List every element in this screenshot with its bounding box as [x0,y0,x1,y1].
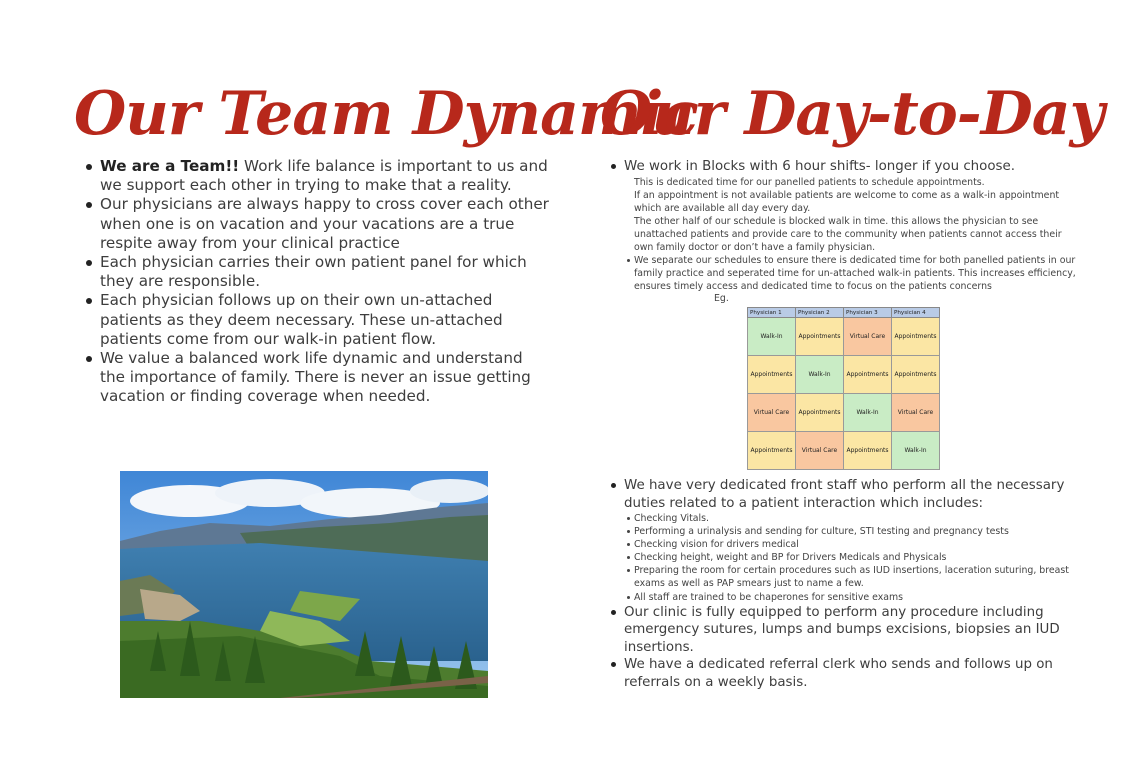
staff-intro: We have very dedicated front staff who perform all the necessary duties related to a patient interaction which includes: [624,477,1080,512]
schedule-cell: Walk-In [796,356,844,394]
schedule-cell: Walk-In [892,432,940,470]
schedule-cell: Appointments [796,394,844,432]
schedule-cell: Appointments [892,318,940,356]
separate-schedules-list [624,254,1080,293]
referral-item: We have a dedicated referral clerk who sends and follows up on referrals on a weekly basis. [624,656,1080,691]
schedule-cell: Virtual Care [748,394,796,432]
schedule-cell: Virtual Care [892,394,940,432]
schedule-cell: Virtual Care [796,432,844,470]
staff-section [624,477,1080,691]
schedule-header: Physician 4 [892,308,940,318]
procedures-item: Our clinic is fully equipped to perform any procedure including emergency sutures, lumps and bumps excisions, biopsies an IUD insertions. [624,604,1080,657]
team-item: We value a balanced work life dynamic and understand the importance of family. There is never an issue getting vacation or finding coverage when needed. [100,349,552,407]
schedule-cell: Appointments [844,356,892,394]
schedule-cell: Appointments [748,432,796,470]
schedule-cell: Appointments [892,356,940,394]
lake-landscape-photo [120,471,488,698]
staff-duty-item: All staff are trained to be chaperones for sensitive exams [634,591,1080,604]
staff-duties-list [624,512,1080,604]
blocks-section [624,158,1080,305]
schedule-cell: Appointments [796,318,844,356]
team-item [100,157,552,195]
blocks-sub-list [624,176,1080,255]
schedule-cell: Walk-In [748,318,796,356]
separate-schedules-item: We separate our schedules to ensure there is dedicated time for both panelled patients in our family practice and seperated time for un-attached walk-in patients. This increases efficiency, ensures timely access and dedicated time to focus on the patients concerns [634,254,1080,293]
team-dynamic-list [100,157,552,407]
schedule-header: Physician 3 [844,308,892,318]
team-item: Each physician carries their own patient panel for which they are responsible. [100,253,552,291]
staff-duty-item: Checking vision for drivers medical [634,538,1080,551]
schedule-cell: Virtual Care [844,318,892,356]
team-item-bold: We are a Team!! [100,157,240,175]
blocks-sub-item: This is dedicated time for our panelled patients to schedule appointments. [634,176,985,188]
schedule-header: Physician 1 [748,308,796,318]
team-item: Each physician follows up on their own un-attached patients as they deem necessary. These un-attached patients come from our walk-in patient flow. [100,291,552,349]
team-dynamic-title: Our Team Dynamic [74,79,698,149]
schedule-cell: Walk-In [844,394,892,432]
day-to-day-title: Our Day-to-Day [600,79,1104,149]
schedule-cell: Appointments [748,356,796,394]
schedule-cell: Appointments [844,432,892,470]
blocks-sub-item: The other half of our schedule is blocked walk in time. this allows the physician to see unattached patients and provide care to the community when patients cannot access their own family doctor or don’t have a family physician. [634,215,1062,253]
staff-duty-item: Checking Vitals. [634,512,1080,525]
blocks-intro: We work in Blocks with 6 hour shifts- longer if you choose. [624,158,1080,176]
staff-duty-item: Checking height, weight and BP for Drivers Medicals and Physicals [634,551,1080,564]
schedule-header: Physician 2 [796,308,844,318]
physician-schedule-table [747,307,940,470]
staff-duty-item: Performing a urinalysis and sending for culture, STI testing and pregnancy tests [634,525,1080,538]
example-label: Eg. [714,293,729,305]
team-item: Our physicians are always happy to cross cover each other when one is on vacation and your vacations are a true respite away from your clinical practice [100,195,552,253]
staff-duty-item: Preparing the room for certain procedures such as IUD insertions, laceration suturing, breast exams as well as PAP smears just to name a few. [634,564,1080,590]
team-item-text: Work life balance is important to us and we support each other in trying to make that a reality. [100,157,548,195]
blocks-sub-item: If an appointment is not available patients are welcome to come as a walk-in appointment which are available all day every day. [634,189,1060,214]
